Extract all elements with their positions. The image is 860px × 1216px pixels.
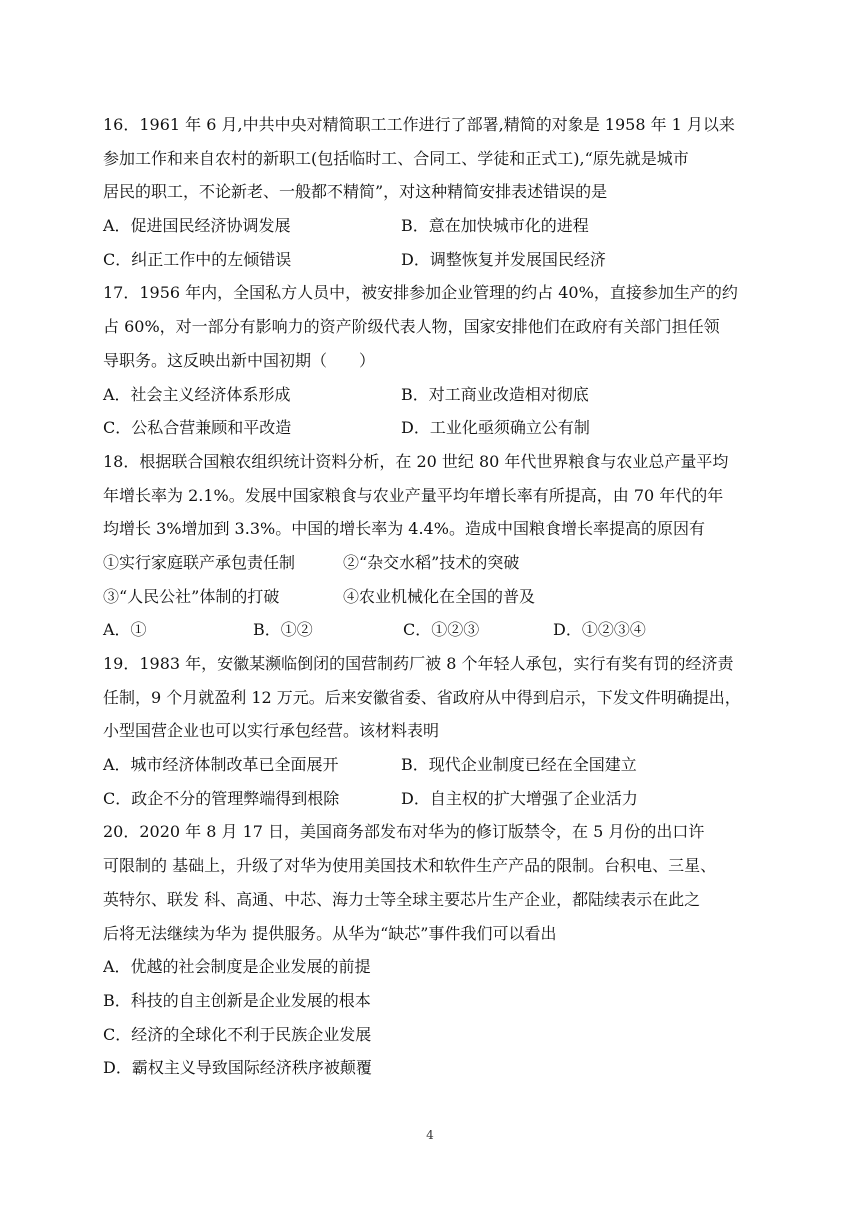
- question-17-stem-line: 占 60%，对一部分有影响力的资产阶级代表人物，国家安排他们在政府有关部门担任领: [103, 317, 720, 337]
- question-19: [103, 647, 763, 815]
- question-17-stem-line: 17．1956 年内，全国私方人员中，被安排参加企业管理的约占 40%，直接参加生产的约: [103, 283, 738, 303]
- question-16-stem-line: 居民的职工，不论新老、一般都不精简”，对这种精简安排表述错误的是: [103, 182, 608, 202]
- question-19-option-d[interactable]: D．自主权的扩大增强了企业活力: [401, 788, 638, 808]
- question-20-stem-line: 英特尔、联发 科、高通、中芯、海力士等全球主要芯片生产企业，都陆续表示在此之: [103, 889, 701, 909]
- question-18: [103, 445, 763, 647]
- question-18-stem-line: 18．根据联合国粮农组织统计资料分析，在 20 世纪 80 年代世界粮食与农业总产量平均: [103, 451, 729, 471]
- question-20-stem-line: 可限制的 基础上，升级了对华为使用美国技术和软件生产产品的限制。台积电、三星、: [103, 856, 717, 876]
- question-19-stem-line: 19．1983 年，安徽某濒临倒闭的国营制药厂被 8 个年轻人承包，实行有奖有罚的经济责: [103, 654, 734, 673]
- question-19-options-row: [103, 748, 763, 782]
- question-16-stem-line: 16．1961 年 6 月,中共中央对精简职工工作进行了部署,精简的对象是 1958 年 1 月以来: [103, 115, 735, 134]
- question-18-item-4: ④农业机械化在全国的普及: [343, 586, 536, 606]
- question-20-option-d[interactable]: D．霸权主义导致国际经济秩序被颠覆: [103, 1058, 372, 1078]
- question-20-stem-line: 后将无法继续为华为 提供服务。从华为“缺芯”事件我们可以看出: [103, 923, 557, 943]
- question-18-stem-line: 年增长率为 2.1%。发展中国家粮食与农业产量平均年增长率有所提高，由 70 年代的年: [103, 485, 724, 505]
- question-19-option-b[interactable]: B．现代企业制度已经在全国建立: [401, 755, 637, 775]
- question-19-options-row: [103, 782, 763, 816]
- question-17: [103, 276, 763, 444]
- question-16-option-d[interactable]: D．调整恢复并发展国民经济: [401, 249, 606, 269]
- question-18-option-d[interactable]: D．①②③④: [553, 620, 646, 640]
- question-18-item-1: ①实行家庭联产承包责任制: [103, 552, 296, 572]
- question-18-item-3: ③“人民公社”体制的打破: [103, 586, 280, 606]
- question-16-options-row: [103, 243, 763, 277]
- question-19-stem-line: 小型国营企业也可以实行承包经营。该材料表明: [103, 721, 440, 741]
- question-18-stem-line: 均增长 3%增加到 3.3%。中国的增长率为 4.4%。造成中国粮食增长率提高的原因有: [103, 519, 705, 539]
- question-16-option-b[interactable]: B．意在加快城市化的进程: [401, 216, 589, 236]
- question-17-options-row: [103, 378, 763, 412]
- question-20-option-b[interactable]: B．科技的自主创新是企业发展的根本: [103, 990, 371, 1010]
- question-17-options-row: [103, 411, 763, 445]
- question-20-stem-line: 20．2020 年 8 月 17 日，美国商务部发布对华为的修订版禁令，在 5 月份的出口许: [103, 822, 705, 842]
- question-20: [103, 815, 763, 1085]
- question-16: [103, 108, 763, 276]
- question-list: [103, 108, 763, 1085]
- question-18-items-row: [103, 580, 763, 614]
- question-19-option-a[interactable]: A．城市经济体制改革已全面展开: [103, 755, 339, 775]
- question-19-stem-line: 任制，9 个月就盈利 12 万元。后来安徽省委、省政府从中得到启示，下发文件明确提出，: [103, 687, 741, 707]
- question-17-option-a[interactable]: A．社会主义经济体系形成: [103, 384, 291, 404]
- question-17-option-c[interactable]: C．公私合营兼顾和平改造: [103, 418, 292, 438]
- question-17-option-d[interactable]: D．工业化亟须确立公有制: [401, 418, 590, 438]
- question-18-option-b[interactable]: B．①②: [253, 620, 313, 640]
- question-20-option-a[interactable]: A．优越的社会制度是企业发展的前提: [103, 957, 371, 977]
- page-number: 4: [426, 1128, 434, 1142]
- question-17-option-b[interactable]: B．对工商业改造相对彻底: [401, 384, 589, 404]
- question-16-option-a[interactable]: A．促进国民经济协调发展: [103, 216, 291, 236]
- question-16-option-c[interactable]: C．纠正工作中的左倾错误: [103, 249, 292, 269]
- question-16-options-row: [103, 209, 763, 243]
- question-17-stem-line: 导职务。这反映出新中国初期（ ）: [103, 350, 376, 370]
- question-16-stem-line: 参加工作和来自农村的新职工(包括临时工、合同工、学徒和正式工),“原先就是城市: [103, 148, 689, 168]
- question-18-item-2: ②“杂交水稻”技术的突破: [343, 552, 520, 572]
- question-19-option-c[interactable]: C．政企不分的管理弊端得到根除: [103, 788, 340, 808]
- question-20-option-c[interactable]: C．经济的全球化不利于民族企业发展: [103, 1024, 372, 1044]
- question-18-items-row: [103, 546, 763, 580]
- question-18-option-a[interactable]: A．①: [103, 620, 147, 640]
- question-18-options-row: [103, 613, 763, 647]
- question-18-option-c[interactable]: C．①②③: [403, 620, 480, 640]
